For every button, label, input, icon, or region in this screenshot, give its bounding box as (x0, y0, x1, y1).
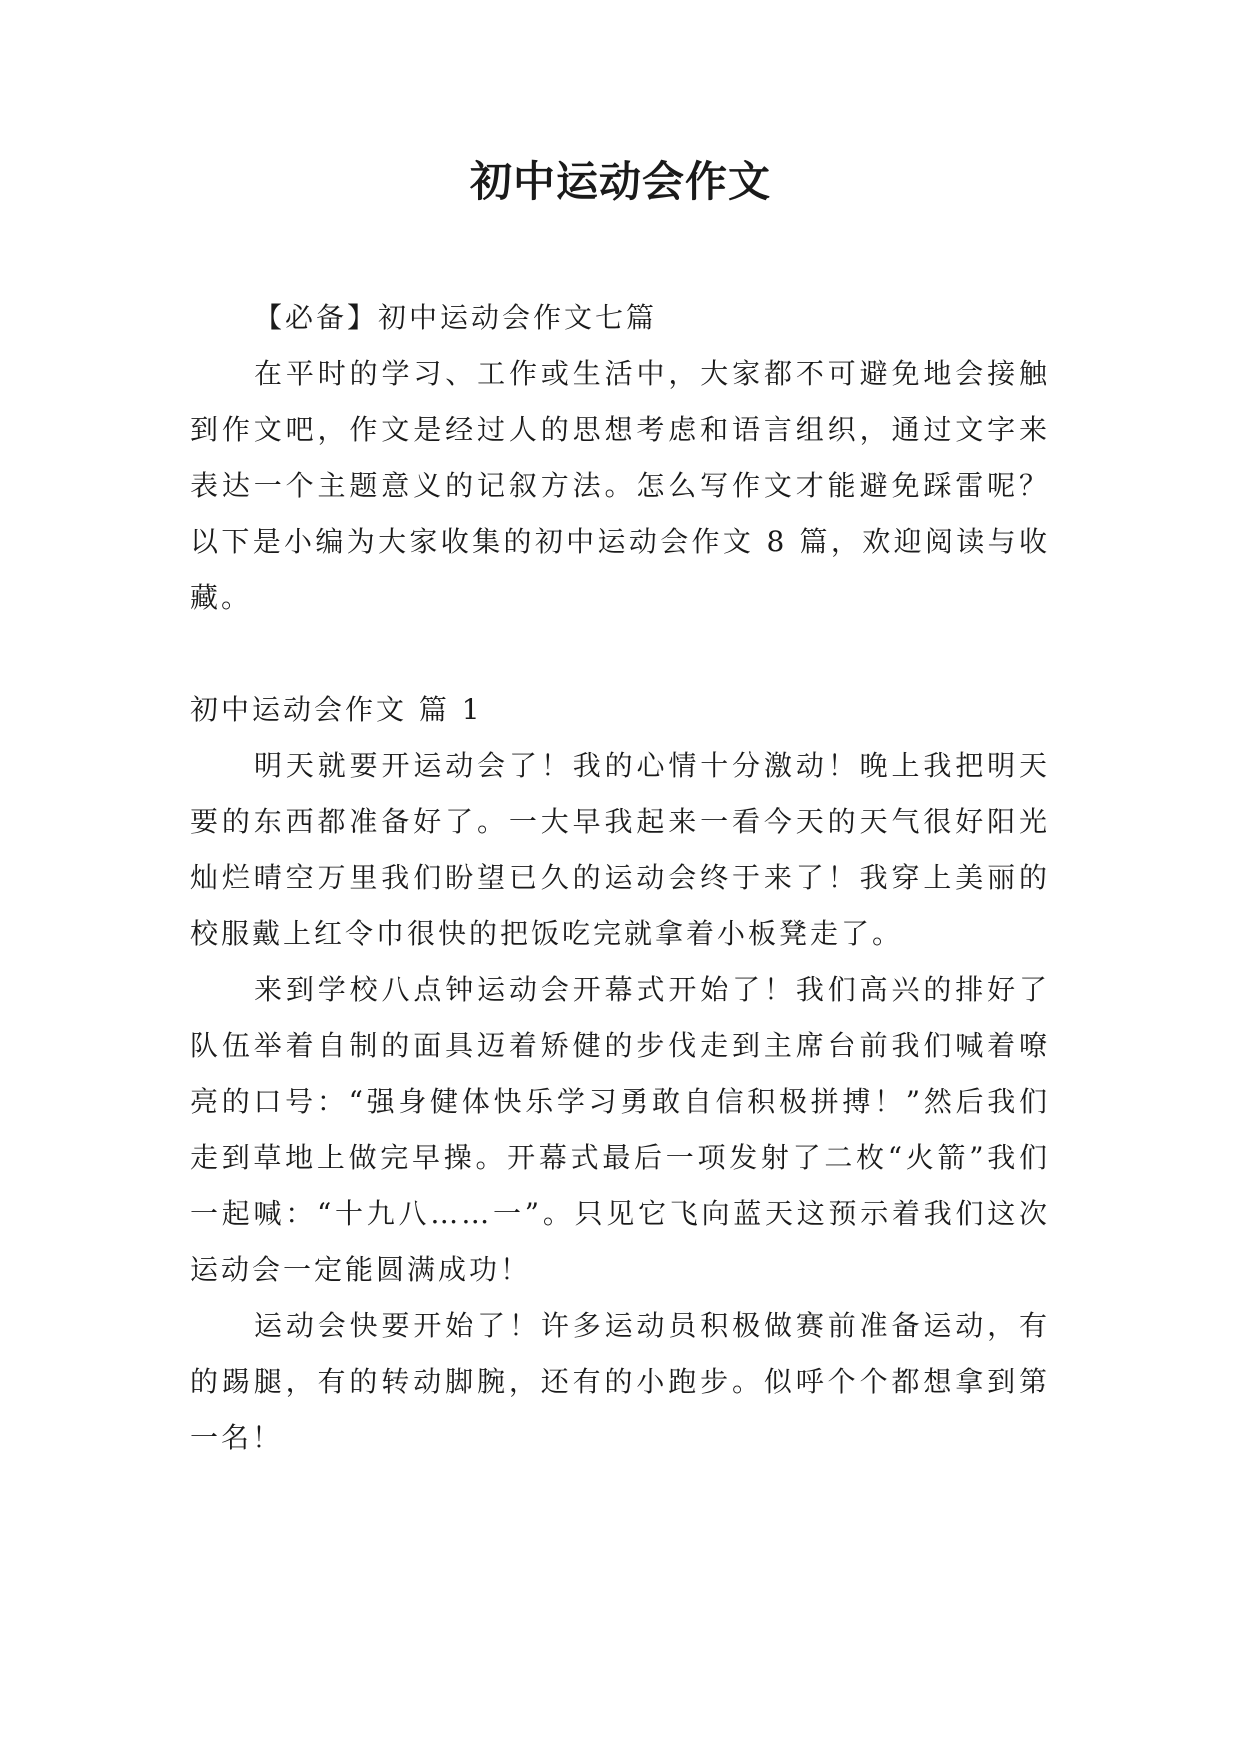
section-paragraph: 运动会快要开始了！许多运动员积极做赛前准备运动，有的踢腿，有的转动脚腕，还有的小跑步。似呼个个都想拿到第一名！ (190, 1309, 1050, 1454)
section-heading: 初中运动会作文 篇 1 (190, 693, 483, 726)
document-body (190, 290, 1050, 1466)
document-title: 初中运动会作文 (469, 157, 771, 206)
intro-subtitle: 【必备】初中运动会作文七篇 (254, 301, 658, 334)
section-paragraph: 来到学校八点钟运动会开幕式开始了！我们高兴的排好了队伍举着自制的面具迈着矫健的步伐走到主席台前我们喊着嘹亮的口号：“强身健体快乐学习勇敢自信积极拼搏！”然后我们走到草地上做完早操。开幕式最后一项发射了二枚“火箭”我们一起喊：“十九八……一”。只见它飞向蓝天这预示着我们这次运动会一定能圆满成功！ (190, 973, 1050, 1286)
section-paragraph: 明天就要开运动会了！我的心情十分激动！晚上我把明天要的东西都准备好了。一大早我起来一看今天的天气很好阳光灿烂晴空万里我们盼望已久的运动会终于来了！我穿上美丽的校服戴上红令巾很快的把饭吃完就拿着小板凳走了。 (190, 749, 1050, 950)
intro-paragraph: 在平时的学习、工作或生活中，大家都不可避免地会接触到作文吧，作文是经过人的思想考虑和语言组织，通过文字来表达一个主题意义的记叙方法。怎么写作文才能避免踩雷呢？以下是小编为大家收集的初中运动会作文 8 篇，欢迎阅读与收藏。 (190, 357, 1050, 614)
